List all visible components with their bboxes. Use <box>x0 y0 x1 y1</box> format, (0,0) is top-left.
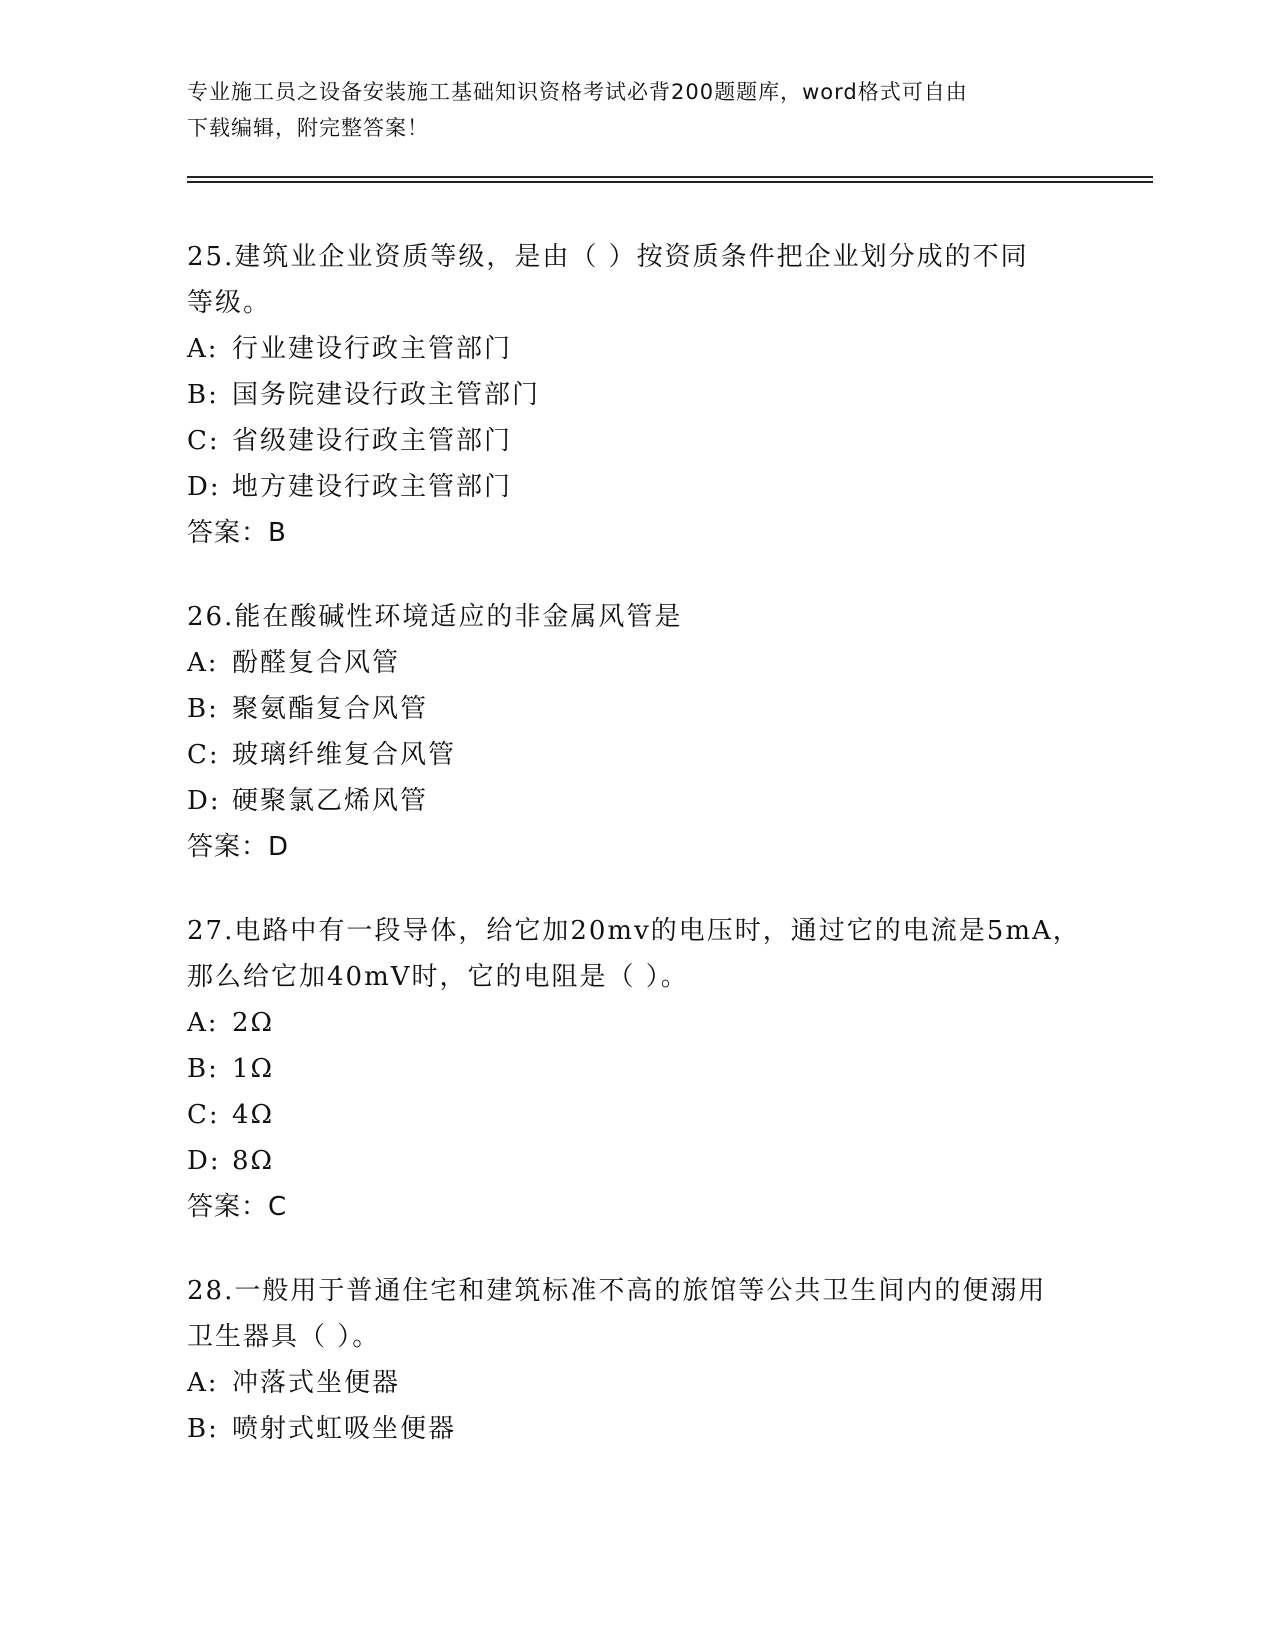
question-stem <box>187 908 1087 1000</box>
option-letter: A: <box>187 1008 219 1038</box>
header-divider-top <box>187 176 1153 178</box>
option-b <box>187 372 1087 418</box>
option-text: 玻璃纤维复合风管 <box>232 740 457 770</box>
option-text: 4Ω <box>232 1100 275 1130</box>
answer-line: 答案：C <box>187 1192 288 1222</box>
option-letter: A: <box>187 1368 219 1398</box>
option-text: 喷射式虹吸坐便器 <box>232 1414 457 1444</box>
option-b <box>187 1406 1087 1452</box>
question-stem-line-1: 26.能在酸碱性环境适应的非金属风管是 <box>187 602 683 632</box>
option-text: 国务院建设行政主管部门 <box>232 380 541 410</box>
header-title-line-1: 专业施工员之设备安装施工基础知识资格考试必背200题题库，word格式可自由 <box>187 80 968 104</box>
option-text: 2Ω <box>232 1008 275 1038</box>
question-list <box>187 234 1087 1490</box>
option-letter: B: <box>187 694 219 724</box>
option-a <box>187 326 1087 372</box>
question-stem <box>187 1268 1087 1360</box>
option-text: 省级建设行政主管部门 <box>232 426 513 456</box>
question-stem-line-2: 那么给它加40mV时，它的电阻是（ ）。 <box>187 962 689 992</box>
option-b <box>187 686 1087 732</box>
option-letter: A: <box>187 648 219 678</box>
header-title-line-2: 下载编辑，附完整答案！ <box>187 116 429 140</box>
option-text: 8Ω <box>232 1146 275 1176</box>
question-26 <box>187 594 1087 870</box>
option-text: 冲落式坐便器 <box>232 1368 401 1398</box>
question-stem-line-1: 25.建筑业企业资质等级，是由（ ）按资质条件把企业划分成的不同 <box>187 242 1029 272</box>
option-letter: B: <box>187 1054 219 1084</box>
option-c <box>187 418 1087 464</box>
option-letter: D: <box>187 472 221 502</box>
question-stem <box>187 234 1087 326</box>
option-text: 1Ω <box>232 1054 275 1084</box>
question-25 <box>187 234 1087 556</box>
option-text: 地方建设行政主管部门 <box>232 472 513 502</box>
option-letter: B: <box>187 1414 219 1444</box>
option-d <box>187 778 1087 824</box>
option-letter: C: <box>187 740 220 770</box>
document-header <box>187 74 1087 146</box>
answer-line: 答案：B <box>187 518 287 548</box>
option-a <box>187 640 1087 686</box>
header-divider-bottom <box>187 181 1153 183</box>
answer-line: 答案：D <box>187 832 290 862</box>
question-27 <box>187 908 1087 1230</box>
option-letter: C: <box>187 426 220 456</box>
question-stem-line-2: 卫生器具（ ）。 <box>187 1322 381 1352</box>
option-b <box>187 1046 1087 1092</box>
question-stem-line-1: 28.一般用于普通住宅和建筑标准不高的旅馆等公共卫生间内的便溺用 <box>187 1276 1047 1306</box>
question-stem-line-2: 等级。 <box>187 288 272 318</box>
option-letter: D: <box>187 1146 221 1176</box>
option-text: 聚氨酯复合风管 <box>232 694 429 724</box>
option-c <box>187 1092 1087 1138</box>
option-d <box>187 1138 1087 1184</box>
question-stem <box>187 594 1087 640</box>
option-text: 硬聚氯乙烯风管 <box>232 786 429 816</box>
option-letter: C: <box>187 1100 220 1130</box>
option-c <box>187 732 1087 778</box>
option-d <box>187 464 1087 510</box>
option-a <box>187 1360 1087 1406</box>
option-text: 酚醛复合风管 <box>232 648 401 678</box>
option-text: 行业建设行政主管部门 <box>232 334 513 364</box>
option-a <box>187 1000 1087 1046</box>
option-letter: A: <box>187 334 219 364</box>
question-stem-line-1: 27.电路中有一段导体，给它加20mv的电压时，通过它的电流是5mA， <box>187 916 1081 946</box>
question-28 <box>187 1268 1087 1452</box>
option-letter: B: <box>187 380 219 410</box>
option-letter: D: <box>187 786 221 816</box>
